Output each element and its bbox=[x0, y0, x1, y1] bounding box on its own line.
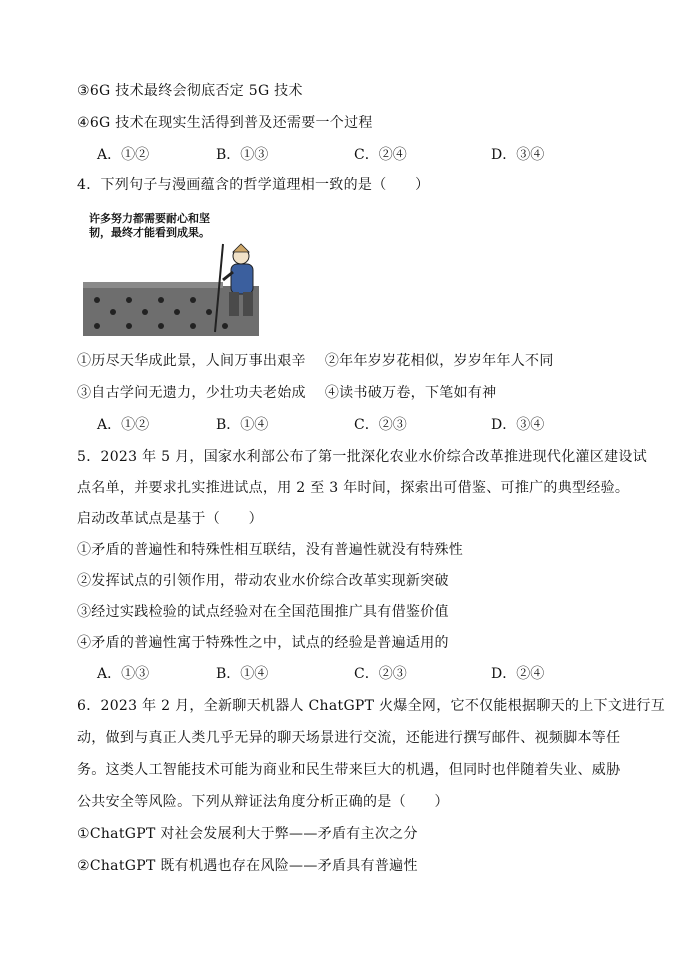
choice-c[interactable]: C．②③ bbox=[354, 417, 407, 433]
choice-b[interactable]: B．①④ bbox=[216, 417, 269, 433]
choice-d[interactable]: D．③④ bbox=[491, 147, 545, 163]
choice-c[interactable]: C．②④ bbox=[354, 147, 407, 163]
cartoon-caption bbox=[89, 212, 210, 240]
question-5-statement-2: ②发挥试点的引领作用，带动农业水价综合改革实现新突破 bbox=[77, 573, 449, 589]
question-6-statement-2: ②ChatGPT 既有机遇也存在风险——矛盾具有普遍性 bbox=[77, 858, 418, 874]
choice-c[interactable]: C．②③ bbox=[354, 666, 407, 682]
question-5-stem-2: 点名单，并要求扎实推进试点，用 2 至 3 年时间，探索出可借鉴、可推广的典型经验。 bbox=[77, 480, 630, 496]
choice-d[interactable]: D．②④ bbox=[491, 666, 545, 682]
question-6-stem-1: 6．2023 年 2 月，全新聊天机器人 ChatGPT 火爆全网，它不仅能根据聊天的上下文进行互 bbox=[77, 698, 666, 714]
question-6-stem-3: 务。这类人工智能技术可能为商业和民生带来巨大的机遇，但同时也伴随着失业、威胁 bbox=[77, 762, 621, 778]
question-5-stem-3: 启动改革试点是基于（ ） bbox=[77, 511, 263, 527]
question-5-stem-1: 5．2023 年 5 月，国家水利部公布了第一批深化农业水价综合改革推进现代化灌区建设试 bbox=[77, 449, 647, 465]
question-5-statement-1: ①矛盾的普遍性和特殊性相互联结，没有普遍性就没有特殊性 bbox=[77, 542, 464, 558]
question-6-stem-4: 公共安全等风险。下列从辩证法角度分析正确的是（ ） bbox=[77, 794, 449, 810]
choice-b[interactable]: B．①④ bbox=[216, 666, 269, 682]
cartoon-image bbox=[83, 208, 259, 336]
cartoon-caption-line-2: 韧，最终才能看到成果。 bbox=[89, 226, 210, 239]
cartoon-caption-line-1: 许多努力都需要耐心和坚 bbox=[89, 212, 210, 225]
choice-a[interactable]: A．①③ bbox=[97, 666, 150, 682]
question-4-statements-1: ①历尽天华成此景，人间万事出艰辛 ②年年岁岁花相似，岁岁年年人不同 bbox=[77, 353, 554, 369]
choice-a[interactable]: A．①② bbox=[97, 417, 150, 433]
question-4-stem: 4．下列句子与漫画蕴含的哲学道理相一致的是（ ） bbox=[77, 177, 430, 193]
option-4-statement: ④6G 技术在现实生活得到普及还需要一个过程 bbox=[77, 115, 373, 131]
choice-b[interactable]: B．①③ bbox=[216, 147, 269, 163]
question-6-stem-2: 动，做到与真正人类几乎无异的聊天场景进行交流，还能进行撰写邮件、视频脚本等任 bbox=[77, 730, 621, 746]
option-3-statement: ③6G 技术最终会彻底否定 5G 技术 bbox=[77, 83, 303, 99]
question-5-statement-4: ④矛盾的普遍性寓于特殊性之中，试点的经验是普遍适用的 bbox=[77, 635, 449, 651]
question-5-statement-3: ③经过实践检验的试点经验对在全国范围推广具有借鉴价值 bbox=[77, 604, 449, 620]
choice-a[interactable]: A．①② bbox=[97, 147, 150, 163]
question-6-statement-1: ①ChatGPT 对社会发展利大于弊——矛盾有主次之分 bbox=[77, 826, 418, 842]
choice-d[interactable]: D．③④ bbox=[491, 417, 545, 433]
question-4-statements-2: ③自古学问无遗力，少壮功夫老始成 ④读书破万卷，下笔如有神 bbox=[77, 385, 497, 401]
